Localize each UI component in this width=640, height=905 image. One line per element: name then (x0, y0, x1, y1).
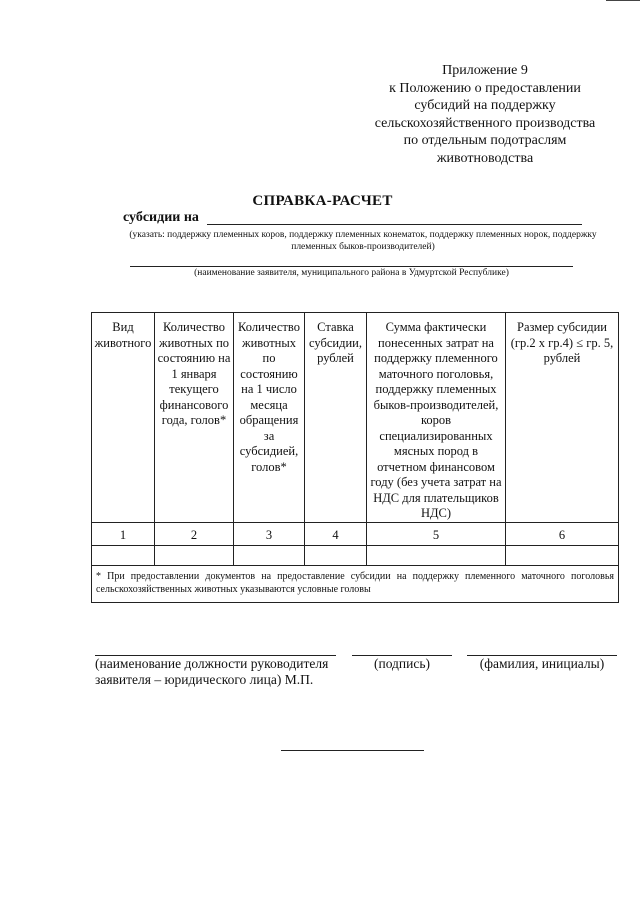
subsidy-fill-line[interactable] (207, 224, 582, 225)
bottom-line (281, 750, 424, 751)
footnote: * При предоставлении документов на предоставление субсидии на поддержку племенного маточного поголовья сельскохозяйственных животных указываются условные головы (92, 565, 619, 602)
subsidy-hint: (указать: поддержку племенных коров, поддержку племенных конематок, поддержку племенных норок, поддержку племенных быков-производителей) (129, 230, 597, 252)
header-cell: Размер субсидии (гр.2 х гр.4) ≤ гр. 5, рублей (506, 313, 619, 523)
appendix-line: по отдельным подотраслям (403, 133, 567, 148)
appendix-line: субсидий на поддержку (414, 98, 556, 113)
table-header-row (92, 313, 619, 523)
document-title: СПРАВКА-РАСЧЕТ (252, 193, 393, 209)
data-cell[interactable] (305, 545, 367, 565)
scan-edge-mark (606, 0, 640, 1)
header-cell: Сумма фактически понесенных затрат на поддержку племенного маточного поголовья, поддержку племенных быков-производителей, коров специализированных мясных пород в отчетном финансовом году (без учета затрат на НДС для плательщиков НДС) (367, 313, 506, 523)
data-cell[interactable] (92, 545, 155, 565)
column-number: 4 (305, 522, 367, 545)
applicant-hint: (наименование заявителя, муниципального района в Удмуртской Республике) (194, 268, 509, 278)
name-label: (фамилия, инициалы) (479, 656, 605, 671)
column-number: 5 (367, 522, 506, 545)
column-number-row (92, 522, 619, 545)
subsidy-label: субсидии на (123, 210, 199, 225)
data-cell[interactable] (367, 545, 506, 565)
appendix-line: сельскохозяйственного производства (374, 115, 596, 131)
appendix-line: к Положению о предоставлении (389, 80, 581, 96)
header-cell: Вид животного (92, 313, 155, 523)
header-cell: Ставка субсидии, рублей (305, 313, 367, 523)
calculation-table (91, 312, 619, 603)
data-cell[interactable] (506, 545, 619, 565)
header-cell: Количество животных по состоянию на 1 число месяца обращения за субсидией, голов* (234, 313, 305, 523)
appendix-line: Приложение 9 (442, 63, 528, 78)
data-cell[interactable] (155, 545, 234, 565)
header-cell: Количество животных по состоянию на 1 января текущего финансового года, голов* (155, 313, 234, 523)
signature-label: (подпись) (373, 656, 431, 671)
appendix-header (340, 62, 630, 167)
data-cell[interactable] (234, 545, 305, 565)
column-number: 6 (506, 522, 619, 545)
position-label: (наименование должности руководителя заявителя – юридического лица) М.П. (95, 656, 329, 687)
appendix-line: животноводства (436, 150, 534, 166)
footnote-row (92, 565, 619, 602)
column-number: 2 (155, 522, 234, 545)
table-row (92, 545, 619, 565)
column-number: 3 (234, 522, 305, 545)
column-number: 1 (92, 522, 155, 545)
applicant-fill-line[interactable] (130, 266, 573, 267)
